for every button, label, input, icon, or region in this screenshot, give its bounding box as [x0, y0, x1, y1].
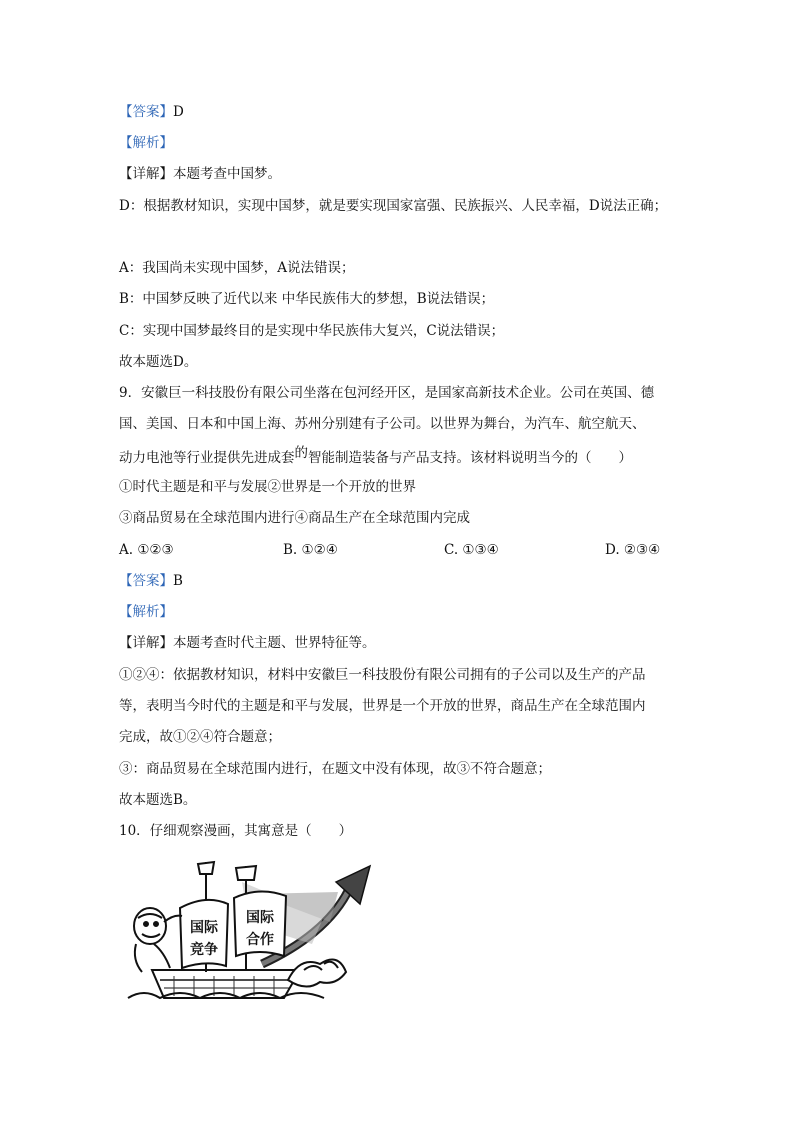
q9-statement-1-2: ①时代主题是和平与发展②世界是一个开放的世界: [119, 479, 416, 495]
q8-explain-a: A：我国尚未实现中国梦，A说法错误；: [119, 260, 355, 276]
q9-explain-line2: 等，表明当今时代的主题是和平与发展，世界是一个开放的世界，商品生产在全球范围内: [119, 698, 646, 714]
q9-stem-line3-a: 动力电池等行业提供先进成套: [119, 450, 295, 466]
sail-right-text-1: 国际: [246, 910, 274, 926]
q9-option-a[interactable]: A. ①②③: [119, 542, 174, 558]
q9-stem-line2: 国、美国、日本和中国上海、苏州分别建有子公司。以世界为舞台，为汽车、航空航天、: [119, 416, 646, 432]
q8-explain-b: B：中国梦反映了近代以来 中华民族伟大的梦想，B说法错误；: [119, 291, 495, 307]
q8-answer-value: D: [173, 104, 184, 120]
q9-answer-tag: 【答案】: [119, 573, 173, 589]
q9-stem-line3-b: 智能制造装备与产品支持。该材料说明当今的（ ）: [308, 450, 632, 466]
q9-analysis-tag: 【解析】: [119, 604, 173, 620]
sailor-figure-icon: [134, 908, 182, 972]
q8-explain-d: D：根据教材知识，实现中国梦，就是要实现国家富强、民族振兴、人民幸福，D说法正确；: [119, 198, 668, 214]
q9-answer-value: B: [173, 573, 183, 589]
q9-option-d[interactable]: D. ②③④: [605, 542, 661, 558]
q9-option-c[interactable]: C. ①③④: [444, 542, 499, 558]
q9-statement-3-4: ③商品贸易在全球范围内进行④商品生产在全球范围内完成: [119, 510, 470, 526]
q10-stem: 10．仔细观察漫画，其寓意是（ ）: [119, 823, 353, 839]
q8-analysis-tag: 【解析】: [119, 135, 173, 151]
q8-answer-line: [119, 103, 184, 121]
q8-explain-c: C：实现中国梦最终目的是实现中华民族伟大复兴，C说法错误；: [119, 323, 505, 339]
q9-explain-line3: 完成，故①②④符合题意；: [119, 729, 281, 745]
q9-option-b[interactable]: B. ①②④: [283, 542, 338, 558]
q9-detail-tag: 【详解】: [119, 635, 173, 651]
q9-explain-line1: ①②④：依据教材知识，材料中安徽巨一科技股份有限公司拥有的子公司以及生产的产品: [119, 667, 646, 683]
q9-stem-line3: [119, 445, 632, 467]
q10-cartoon-image: [124, 852, 374, 1004]
sail-international-cooperation: [234, 891, 286, 956]
q8-detail-tag: 【详解】: [119, 166, 173, 182]
q9-conclusion: 故本题选B。: [119, 792, 197, 808]
q8-detail-line: [119, 165, 281, 183]
q8-detail-text: 本题考查中国梦。: [173, 166, 281, 182]
q9-answer-line: [119, 572, 183, 590]
q9-stem-line1: 9．安徽巨一科技股份有限公司坐落在包河经开区，是国家高新技术企业。公司在英国、德: [119, 385, 655, 401]
sail-left-text-1: 国际: [190, 920, 218, 936]
sail-international-competition: [180, 900, 228, 968]
q9-stem-line3-sup: 的: [294, 445, 308, 461]
sail-left-text-2: 竞争: [190, 942, 218, 958]
q9-detail-text: 本题考查时代主题、世界特征等。: [173, 635, 376, 651]
q8-conclusion: 故本题选D。: [119, 354, 198, 370]
q9-explain-line4: ③：商品贸易在全球范围内进行，在题文中没有体现，故③不符合题意；: [119, 761, 551, 777]
sail-right-text-2: 合作: [246, 932, 274, 948]
q8-answer-tag: 【答案】: [119, 104, 173, 120]
q9-detail-line: [119, 634, 376, 652]
